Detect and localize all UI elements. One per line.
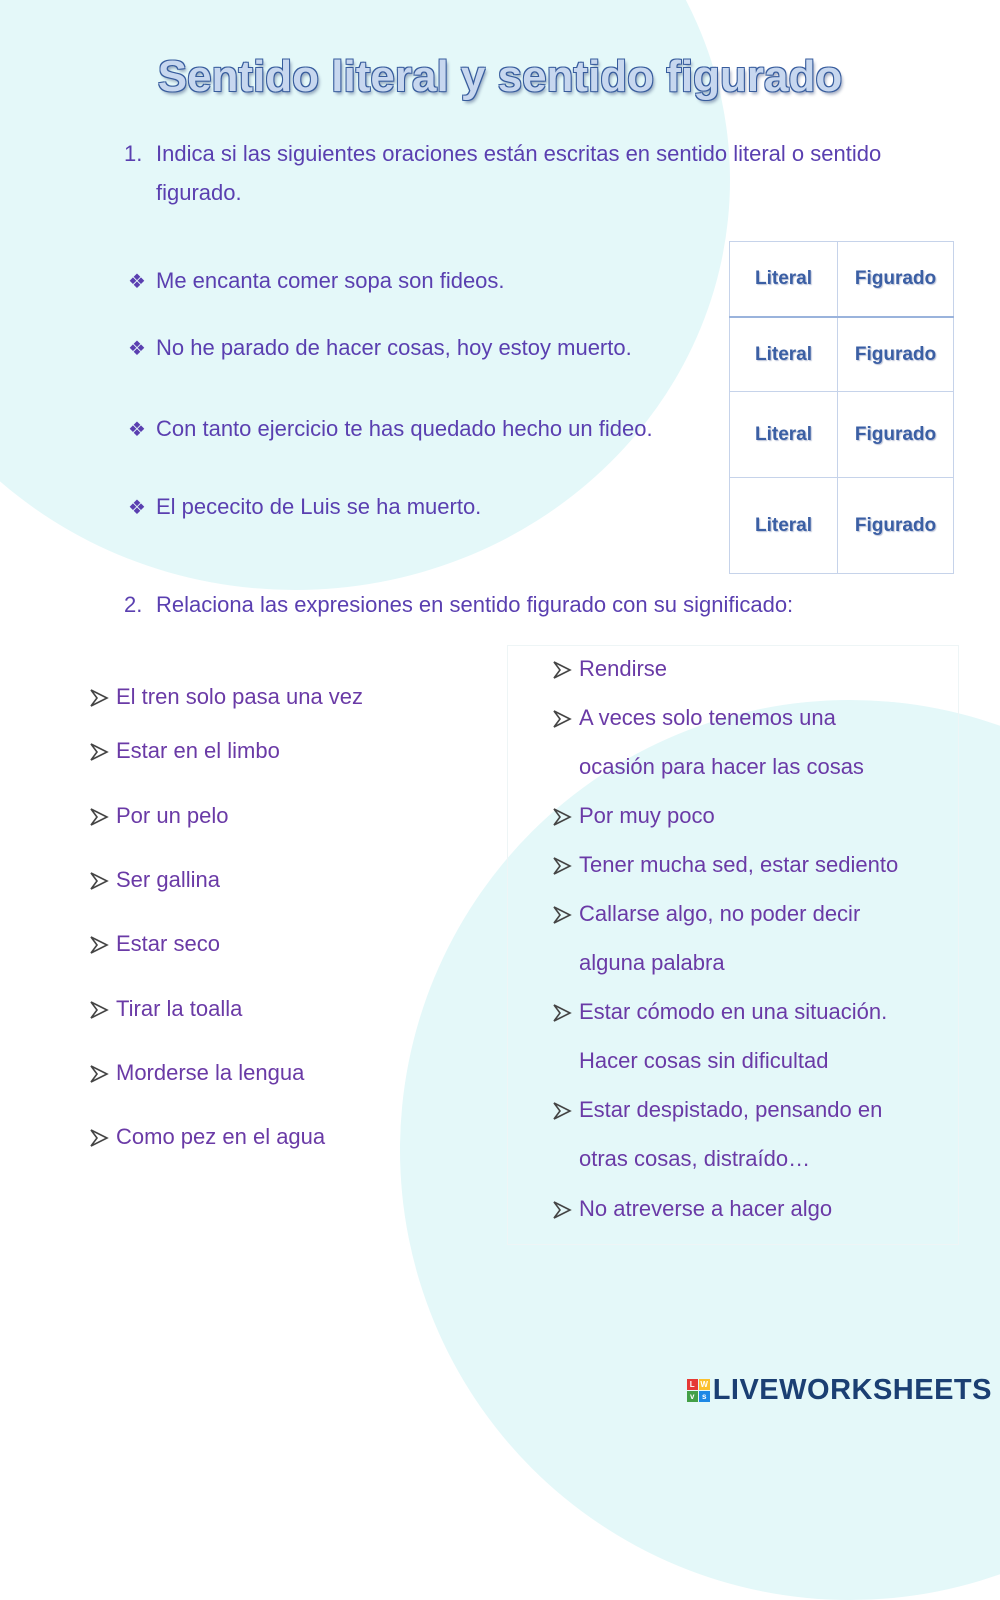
meaning-text: Rendirse [579, 656, 668, 681]
diamond-bullet-icon: ❖ [128, 497, 146, 519]
sentence-text: Con tanto ejercicio te has quedado hecho un fideo. [156, 416, 653, 441]
meaning-text: A veces solo tenemos una [579, 705, 836, 730]
expression-text: El tren solo pasa una vez [116, 684, 364, 709]
expression-text: Estar en el limbo [116, 738, 280, 763]
meaning-text: Estar cómodo en una situación. [579, 999, 888, 1024]
arrow-bullet-icon [551, 1199, 573, 1221]
meaning-text: No atreverse a hacer algo [579, 1196, 833, 1221]
arrow-bullet-icon [88, 687, 110, 709]
expression-text: Como pez en el agua [116, 1124, 326, 1149]
arrow-bullet-icon [551, 1100, 573, 1122]
arrow-bullet-icon [551, 1002, 573, 1024]
sentence-text: Me encanta comer sopa son fideos. [156, 268, 505, 293]
meaning-text: Por muy poco [579, 803, 715, 828]
question-1-number: 1. [124, 141, 143, 166]
question-2-number: 2. [124, 592, 143, 617]
expression-text: Morderse la lengua [116, 1060, 305, 1085]
arrow-bullet-icon [551, 659, 573, 681]
meaning-text: Callarse algo, no poder decir [579, 901, 861, 926]
liveworksheets-logo-icon: L W v s [687, 1379, 710, 1402]
arrow-bullet-icon [551, 708, 573, 730]
question-2-text: Relaciona las expresiones en sentido figurado con su significado: [156, 592, 794, 617]
meaning-text: ocasión para hacer las cosas [579, 754, 864, 779]
expression-text: Estar seco [116, 931, 220, 956]
brand-name: LIVEWORKSHEETS [712, 1374, 992, 1406]
meanings-list [551, 0, 971, 1413]
arrow-bullet-icon [88, 1063, 110, 1085]
page-title: Sentido literal y sentido figurado [157, 52, 843, 101]
meaning-text: otras cosas, distraído… [579, 1146, 811, 1171]
sentence-text: No he parado de hacer cosas, hoy estoy muerto. [156, 335, 632, 360]
option-figurado-1[interactable]: Figurado [838, 242, 954, 318]
expressions-list [88, 0, 508, 1413]
arrow-bullet-icon [88, 1127, 110, 1149]
arrow-bullet-icon [88, 806, 110, 828]
diamond-bullet-icon: ❖ [128, 419, 146, 441]
footer-brand [687, 1374, 992, 1407]
arrow-bullet-icon [551, 855, 573, 877]
option-literal-2[interactable]: Literal [730, 317, 838, 392]
option-literal-4[interactable]: Literal [730, 478, 838, 574]
option-literal-3[interactable]: Literal [730, 392, 838, 478]
meaning-text: Estar despistado, pensando en [579, 1097, 883, 1122]
arrow-bullet-icon [551, 904, 573, 926]
arrow-bullet-icon [88, 999, 110, 1021]
expression-text: Ser gallina [116, 867, 220, 892]
arrow-bullet-icon [88, 870, 110, 892]
arrow-bullet-icon [88, 934, 110, 956]
sentence-text: El pececito de Luis se ha muerto. [156, 494, 482, 519]
arrow-bullet-icon [551, 806, 573, 828]
diamond-bullet-icon: ❖ [128, 338, 146, 360]
option-figurado-3[interactable]: Figurado [838, 392, 954, 478]
arrow-bullet-icon [88, 741, 110, 763]
question-1-text: Indica si las siguientes oraciones están escritas en sentido literal o sentido figurado. [156, 141, 882, 205]
meaning-text: Tener mucha sed, estar sediento [579, 852, 899, 877]
meaning-text: alguna palabra [579, 950, 725, 975]
diamond-bullet-icon: ❖ [128, 271, 146, 293]
meaning-text: Hacer cosas sin dificultad [579, 1048, 829, 1073]
option-figurado-4[interactable]: Figurado [838, 478, 954, 574]
expression-text: Tirar la toalla [116, 996, 243, 1021]
expression-text: Por un pelo [116, 803, 229, 828]
option-literal-1[interactable]: Literal [730, 242, 838, 318]
option-figurado-2[interactable]: Figurado [838, 317, 954, 392]
